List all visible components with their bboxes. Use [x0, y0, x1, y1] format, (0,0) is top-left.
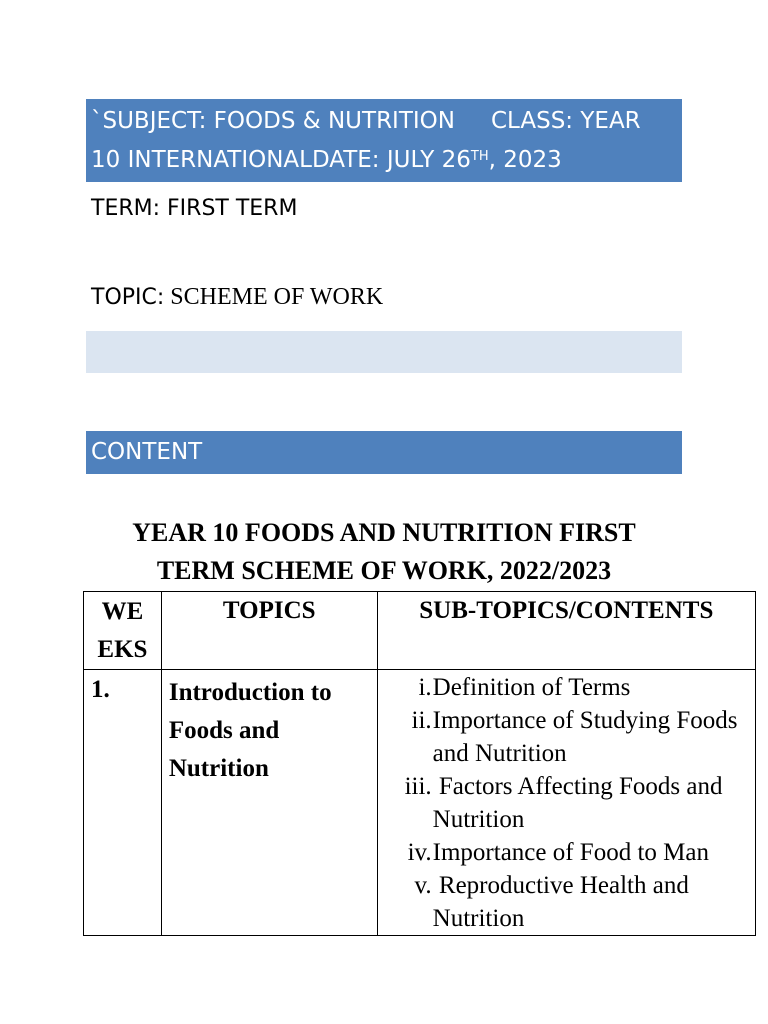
subtopic-text: Definition of Terms — [432, 674, 631, 701]
blank-band — [86, 331, 682, 373]
list-item — [378, 869, 755, 935]
subtopic-number: v. — [414, 872, 432, 899]
document-title — [84, 514, 684, 590]
topic-line-2: Foods and — [168, 717, 280, 744]
list-item — [378, 836, 755, 869]
subtopics-cell — [377, 670, 755, 936]
term-label: TERM: FIRST TERM — [91, 196, 298, 221]
topic-line-3: Nutrition — [168, 755, 269, 782]
class-date-line: 10 INTERNATIONALDATE: JULY 26 — [91, 147, 471, 173]
subtopic-text: Importance of Studying Foods and Nutrition — [432, 707, 738, 767]
table-row — [84, 670, 756, 936]
subtopic-text: Importance of Food to Man — [432, 839, 709, 866]
subtopic-text: Factors Affecting Foods and Nutrition — [432, 773, 723, 833]
table-header-row — [84, 592, 756, 670]
subtopic-number: i. — [418, 674, 432, 701]
header-weeks — [84, 592, 162, 670]
list-item — [378, 704, 755, 770]
date-ordinal: TH — [470, 149, 489, 164]
content-heading: CONTENT — [86, 431, 682, 474]
topic-line — [91, 284, 383, 311]
list-item — [378, 671, 755, 704]
header-weeks-line-2: EKS — [97, 636, 148, 663]
topic-value: SCHEME OF WORK — [164, 284, 384, 310]
topic-cell — [161, 670, 377, 936]
subject-label: `SUBJECT: FOODS & NUTRITION — [91, 108, 455, 134]
document-title-line-2: TERM SCHEME OF WORK, 2022/2023 — [156, 556, 612, 585]
subtopic-number: ii. — [411, 707, 432, 734]
header-banner — [86, 99, 682, 182]
document-title-line-1: YEAR 10 FOODS AND NUTRITION FIRST — [132, 518, 636, 547]
week-number: 1. — [84, 670, 162, 936]
header-subtopics: SUB-TOPICS/CONTENTS — [377, 592, 755, 670]
scheme-of-work-table — [83, 591, 756, 936]
subtopic-text: Reproductive Health and Nutrition — [432, 872, 689, 932]
topic-line-1: Introduction to — [168, 679, 332, 706]
list-item — [378, 770, 755, 836]
topic-label: TOPIC: — [91, 285, 165, 310]
class-label: CLASS: YEAR — [490, 108, 641, 134]
header-topics: TOPICS — [161, 592, 377, 670]
header-weeks-line-1: WE — [101, 598, 144, 625]
subtopic-number: iii. — [404, 773, 432, 800]
subtopic-number: iv. — [407, 839, 432, 866]
subtopic-list — [378, 671, 755, 935]
date-year: , 2023 — [488, 147, 562, 173]
